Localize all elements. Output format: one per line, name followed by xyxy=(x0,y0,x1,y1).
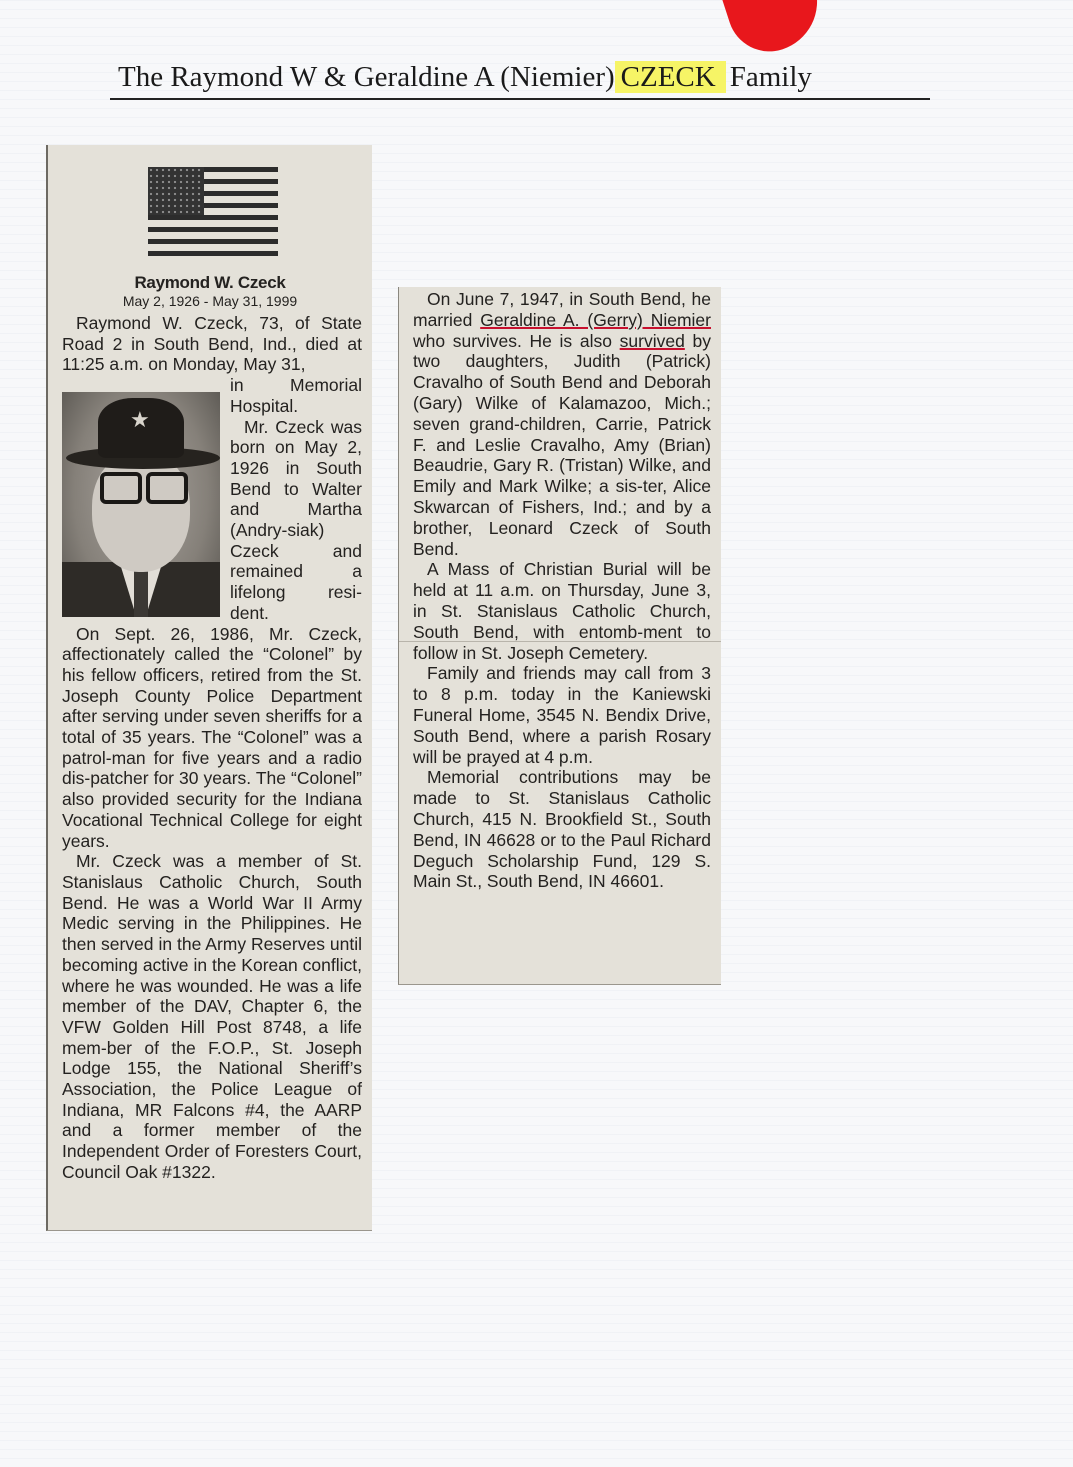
spouse-name-underlined: Geraldine A. (Gerry) Niemier xyxy=(480,309,711,330)
obituary-dates: May 2, 1926 - May 31, 1999 xyxy=(122,293,298,309)
obituary-paragraph: Family and friends may call from 3 to 8 p.m. today in the Kaniewski Funeral Home, 3545 N. Bendix Drive, South Bend, where a parish Rosary will be prayed at 4 p.m. xyxy=(413,663,711,767)
obituary-paragraph: On Sept. 26, 1986, Mr. Czeck, affectionately called the “Colonel” by his fellow officers, retired from the St. Joseph County Police Department after serving under seven sheriffs for a total of 35 years. The “Colonel” was a patrol-man for five years and a radio dis-patcher for 30 years. The “Colonel” also provided security for the Indiana Vocational Technical College for eight years. xyxy=(62,623,362,851)
obituary-paragraph: Mr. Czeck was born on May 2, 1926 in South Bend to Walter and Martha (Andry-siak) Czeck and remained a lifelong resi-dent. xyxy=(230,416,362,623)
red-marker-blot xyxy=(718,0,830,62)
obituary-paragraph: A Mass of Christian Burial will be held at 11 a.m. on Thursday, June 3, in St. Stanislaus Catholic Church, South Bend, with entomb-ment to follow in St. Joseph Cemetery. xyxy=(413,559,711,663)
title-text: The Raymond W & Geraldine A (Niemier) xyxy=(118,61,615,93)
obituary-clipping-right xyxy=(398,287,721,985)
title-suffix: Family xyxy=(729,61,812,93)
american-flag-icon xyxy=(148,167,278,257)
page-title xyxy=(110,58,930,100)
obituary-paragraph: Memorial contributions may be made to St. Stanislaus Catholic Church, 415 N. Brookfield St., South Bend, IN 46628 or to the Paul Richard Deguch Scholarship Fund, 129 S. Main St., South Bend, IN 46601. xyxy=(413,767,711,892)
obituary-paragraph: Mr. Czeck was a member of St. Stanislaus Catholic Church, South Bend. He was a World War II Army Medic serving in the Philippines. He then served in the Army Reserves until becoming active in the Korean conflict, where he was wounded. He was a life member of the DAV, Chapter 6, the VFW Golden Hill Post 8748, a life mem-ber of the F.O.P., St. Joseph Lodge 155, the National Sheriff’s Association, the Police League of Indiana, MR Falcons #4, the AARP and a former member of the Independent Order of Foresters Court, Council Oak #1322. xyxy=(62,851,362,1182)
obituary-clipping-left xyxy=(46,145,372,1231)
title-highlight: CZECK xyxy=(615,61,726,93)
obituary-body-left xyxy=(62,313,362,1183)
obituary-paragraph: in Memorial Hospital. xyxy=(230,375,362,416)
obituary-body-right xyxy=(413,289,711,892)
text-run: On June 7, 1947, in South Bend, he married xyxy=(413,289,711,330)
obituary-paragraph xyxy=(413,289,711,559)
obituary-paragraph: Raymond W. Czeck, 73, of State Road 2 in South Bend, Ind., died at 11:25 a.m. on Monday, May 31, xyxy=(62,313,362,375)
obituary-name: Raymond W. Czeck xyxy=(134,273,286,292)
text-run: who survives. He is also xyxy=(413,330,620,351)
survived-underlined: survived xyxy=(619,330,685,351)
portrait-photo: ★ xyxy=(62,392,220,617)
text-run: by two daughters, Judith (Patrick) Cravalho of South Bend and Deborah (Gary) Wilke of Kalamazoo, Mich.; seven grand-children, Carrie, Patrick F. and Leslie Cravalho, Amy (Brian) Beaudrie, Gary R. (Tristan) Wilke, and Emily and Mark Wilke; a sis-ter, Alice Skwarcan of Fishers, Ind.; and by a brother, Leonard Czeck of South Bend. xyxy=(413,330,711,559)
